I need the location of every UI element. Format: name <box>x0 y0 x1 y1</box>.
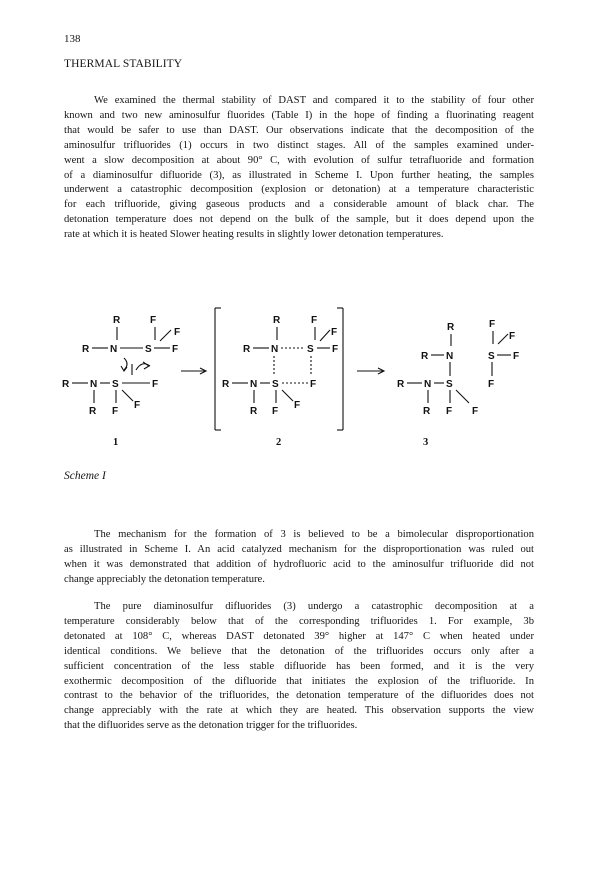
atom-label: F <box>489 319 496 330</box>
section-heading: THERMAL STABILITY <box>64 58 183 70</box>
atom-label: R <box>421 351 429 362</box>
text-line: that would be safer to use than DAST. Our observations indicate that the decomposition of the <box>64 124 534 136</box>
atom-label: S <box>112 379 119 390</box>
text-line: The pure diaminosulfur difluorides (3) undergo a catastrophic decomposition at a <box>94 601 534 612</box>
text-line: exothermic decomposition of the difluoride that initiates the explosion of the trifluoride. In <box>64 675 534 687</box>
atom-label: R <box>447 322 455 333</box>
text-line: temperature considerably below that of the corresponding trifluorides 1. For example, 3b <box>64 615 534 627</box>
atom-label: N <box>250 379 258 390</box>
text-line: as illustrated in Scheme I. An acid catalyzed mechanism for the disproportionation was ruled out <box>64 543 534 555</box>
text-line: The mechanism for the formation of 3 is believed to be a bimolecular disproportionation <box>94 529 534 540</box>
atom-label: N <box>424 379 432 390</box>
text-line: We examined the thermal stability of DAST and compared it to the stability of four other <box>94 95 534 106</box>
atom-label: F <box>446 406 453 417</box>
page-number: 138 <box>64 33 81 45</box>
text-line: change appreciably with the rate at which they are heated. This observation supports the view <box>64 705 534 717</box>
atom-label: F <box>513 351 520 362</box>
atom-label: F <box>272 406 279 417</box>
atom-label: S <box>145 344 152 355</box>
atom-label: S <box>272 379 279 390</box>
text-line: change appreciably the detonation temperature. <box>64 573 265 585</box>
paragraph-mechanism <box>64 528 534 588</box>
compound-1-structure <box>62 315 180 448</box>
compound-number-1: 1 <box>113 437 119 448</box>
atom-label: R <box>222 379 230 390</box>
atom-label: S <box>446 379 453 390</box>
atom-label: F <box>294 400 301 411</box>
scheme-1-diagram <box>0 300 593 465</box>
atom-label: F <box>310 379 317 390</box>
text-line: when it was demonstrated that addition of hydrofluoric acid to the aminosulfur trifluoride did not <box>64 558 534 570</box>
text-line: of a diaminosulfur difluoride (3), as illustrated in Scheme I. Upon further heating, the samples <box>64 169 534 181</box>
atom-label: N <box>271 344 279 355</box>
text-line: that the difluorides serve as the detonation trigger for the trifluorides. <box>64 720 358 732</box>
atom-label: F <box>331 327 338 338</box>
text-line: for each trifluoride, giving gaseous products and a considerable amount of black char. The <box>64 199 534 211</box>
atom-label: N <box>110 344 118 355</box>
text-line: known and two new aminosulfur fluorides (Table I) in the hope of finding a fluorinating reagent <box>64 109 534 121</box>
atom-label: R <box>423 406 431 417</box>
atom-label: R <box>113 315 121 326</box>
compound-2-structure <box>215 308 343 448</box>
compound-number-3: 3 <box>423 437 429 448</box>
text-line: contrast to the behavior of the trifluorides, the detonation temperature of the difluorides does not <box>64 690 534 702</box>
compound-number-2: 2 <box>276 437 282 448</box>
paragraph-thermal-stability <box>64 94 534 243</box>
text-line: aminosulfur trifluorides (1) occurs in two distinct stages. All of the samples examined under- <box>64 139 534 151</box>
atom-label: S <box>307 344 314 355</box>
atom-label: F <box>332 344 339 355</box>
atom-label: R <box>62 379 70 390</box>
atom-label: F <box>311 315 318 326</box>
atom-label: F <box>472 406 479 417</box>
atom-label: R <box>250 406 258 417</box>
text-line: identical conditions. We believe that the detonation of the trifluorides occurs only after a <box>64 645 534 657</box>
atom-label: R <box>397 379 405 390</box>
text-line: detonation temperature does not depend on the bulk of the sample, but it does depend upon the <box>64 214 534 226</box>
atom-label: F <box>150 315 157 326</box>
paragraph-difluorides <box>64 600 534 734</box>
atom-label: F <box>112 406 119 417</box>
atom-label: F <box>134 400 141 411</box>
atom-label: R <box>89 406 97 417</box>
text-line: went a slow decomposition at about 90° C, with evolution of sulfur tetrafluoride and formation <box>64 154 534 166</box>
atom-label: F <box>509 331 516 342</box>
text-line: rate at which it is heated Slower heating results in slightly lower detonation temperatures. <box>64 229 444 241</box>
atom-label: S <box>488 351 495 362</box>
atom-label: N <box>90 379 98 390</box>
scheme-label: Scheme I <box>64 470 106 482</box>
text-line: sufficient concentration of the less stable difluoride has been formed, and it is the very <box>64 660 534 672</box>
atom-label: R <box>243 344 251 355</box>
atom-label: R <box>82 344 90 355</box>
atom-label: R <box>273 315 281 326</box>
atom-label: N <box>446 351 454 362</box>
atom-label: F <box>174 327 181 338</box>
atom-label: F <box>488 379 495 390</box>
compound-3-structure <box>397 319 519 448</box>
text-line: detonated at 108° C, whereas DAST detonated 39° higher at 147° C when heated under <box>64 630 534 642</box>
text-line: underwent a catastrophic decomposition (explosion or detonation) at a temperature characteristic <box>64 184 534 196</box>
atom-label: F <box>172 344 179 355</box>
atom-label: F <box>152 379 159 390</box>
